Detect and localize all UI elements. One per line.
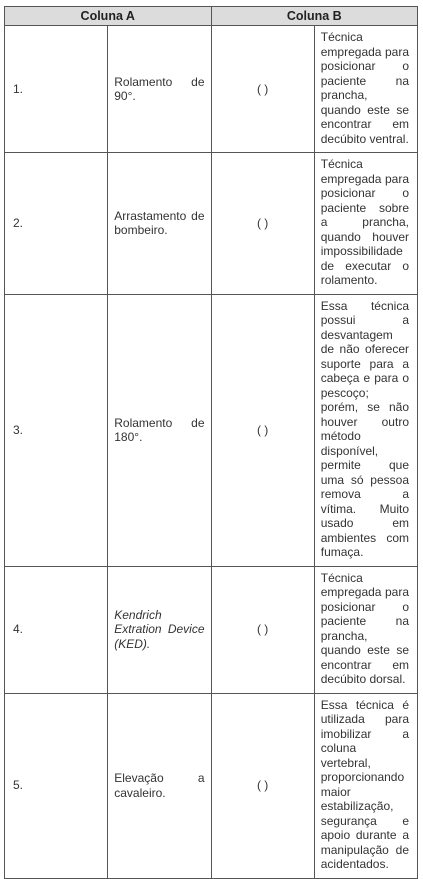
- column-b-description: [314, 693, 417, 878]
- row-number: 3.: [5, 294, 108, 566]
- table-row: [5, 153, 418, 295]
- answer-blank: ( ): [211, 26, 314, 153]
- row-number: 5.: [5, 693, 108, 878]
- description-text: Essa técnica possui a desvantagem de não oferecer suporte para a cabeça e para o pescoço; porém, se não houver outro método disponível, permite que uma só pessoa remova a vítima. Muito usado em ambientes com fumaça.: [320, 298, 409, 559]
- column-b-description: [314, 566, 417, 693]
- answer-blank: ( ): [211, 566, 314, 693]
- column-a-header: Coluna A: [5, 7, 212, 26]
- column-a-term: Rolamento de 90°.: [108, 26, 211, 153]
- description-text: Técnica empregada para posicionar o paciente sobre a prancha, quando houver impossibilidade de executar o rolamento.: [320, 157, 409, 287]
- table-row: [5, 294, 418, 566]
- header-row: [5, 7, 418, 26]
- answer-blank: ( ): [211, 294, 314, 566]
- table-row: [5, 566, 418, 693]
- description-text: Técnica empregada para posicionar o paciente na prancha, quando este se encontrar em decúbito dorsal.: [320, 570, 409, 686]
- column-a-term: Rolamento de 180°.: [108, 294, 211, 566]
- answer-blank: ( ): [211, 693, 314, 878]
- answer-blank: ( ): [211, 153, 314, 295]
- column-a-term: Arrastamento de bombeiro.: [108, 153, 211, 295]
- row-number: 4.: [5, 566, 108, 693]
- table-row: [5, 693, 418, 878]
- column-b-description: [314, 26, 417, 153]
- column-b-description: [314, 153, 417, 295]
- column-b-header: Coluna B: [211, 7, 418, 26]
- description-text: Essa técnica é utilizada para imobilizar a coluna vertebral, proporcionando maior estabilização, segurança e apoio durante a manipulação de acidentados.: [320, 697, 409, 871]
- table-row: [5, 26, 418, 153]
- description-text: Técnica empregada para posicionar o paciente na prancha, quando este se encontrar em decúbito ventral.: [320, 30, 409, 146]
- column-a-term: Elevação a cavaleiro.: [108, 693, 211, 878]
- column-b-description: [314, 294, 417, 566]
- row-number: 1.: [5, 26, 108, 153]
- row-number: 2.: [5, 153, 108, 295]
- column-a-term: Kendrich Extration Device (KED).: [108, 566, 211, 693]
- matching-table: [4, 6, 418, 879]
